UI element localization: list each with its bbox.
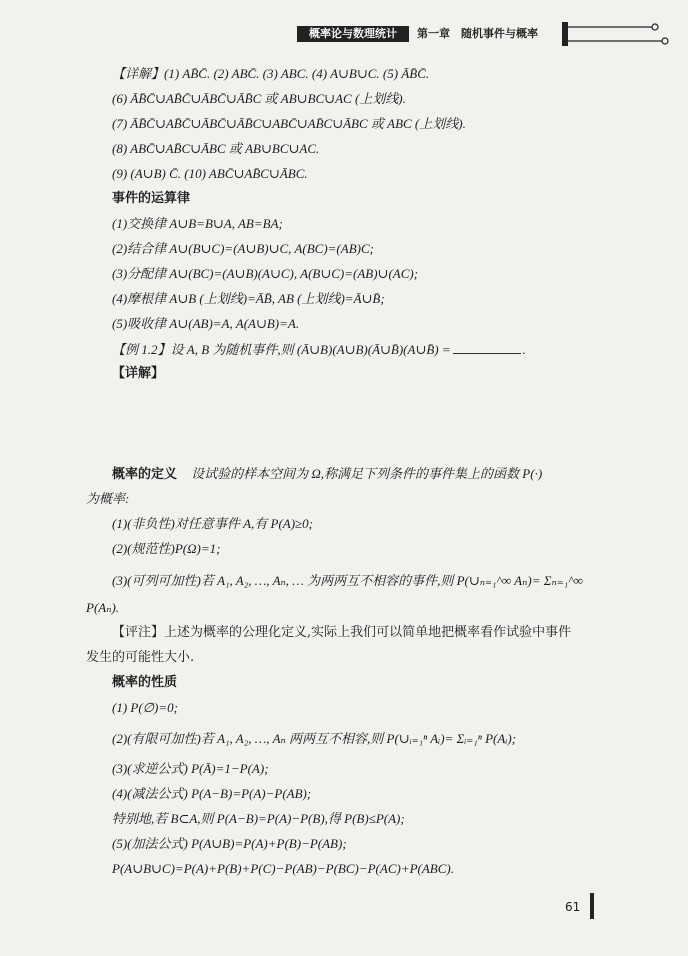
remark-line-1: 【评注】上述为概率的公理化定义,实际上我们可以简单地把概率看作试验中事件 (112, 625, 572, 640)
answer-line-1: 【详解】(1) AB̄C̄. (2) ABC̄. (3) ABC. (4) A∪B∪C. (5) ĀB̄C̄. (112, 66, 430, 81)
rule-de-morgan: (4)摩根律 A∪B (上划线)=ĀB̄, AB (上划线)=Ā∪B̄; (112, 291, 385, 306)
example-explain-label: 【详解】 (112, 366, 165, 381)
property-complement: (3)(求逆公式) P(Ā)=1−P(A); (112, 761, 269, 776)
section-title-rules: 事件的运算律 (112, 191, 191, 206)
definition-line-1 (112, 466, 542, 483)
answer-line-2: (6) ĀB̄C̄∪AB̄C̄∪ĀBC̄∪ĀB̄C 或 AB∪BC∪AC (上划线). (112, 91, 406, 106)
example-1-2 (112, 341, 526, 358)
rule-associative: (2)结合律 A∪(B∪C)=(A∪B)∪C, A(BC)=(AB)C; (112, 241, 374, 256)
book-title-badge: 概率论与数理统计 (297, 26, 409, 42)
header-decoration (560, 18, 670, 48)
page-number-bar (590, 893, 594, 919)
rule-distributive: (3)分配律 A∪(BC)=(A∪B)(A∪C), A(B∪C)=(AB)∪(AC); (112, 266, 419, 281)
answer-blank[interactable] (453, 341, 521, 354)
property-empty-set: (1) P(∅)=0; (112, 700, 178, 715)
property-finite-additivity: (2)(有限可加性)若 A₁, A₂, …, Aₙ 两两互不相容,则 P(∪ᵢ₌₁ⁿ Aᵢ)= Σᵢ₌₁ⁿ P(Aᵢ); (112, 731, 517, 746)
section-title-properties: 概率的性质 (112, 675, 178, 690)
rule-absorption: (5)吸收律 A∪(AB)=A, A(A∪B)=A. (112, 316, 300, 331)
example-suffix: . (522, 342, 526, 357)
answer-line-4: (8) ABC̄∪AB̄C∪ĀBC 或 AB∪BC∪AC. (112, 141, 320, 156)
property-subtraction: (4)(减法公式) P(A−B)=P(A)−P(AB); (112, 786, 312, 801)
chapter-title: 第一章 随机事件与概率 (417, 27, 538, 40)
remark-line-2: 发生的可能性大小. (86, 650, 195, 665)
property-addition-three: P(A∪B∪C)=P(A)+P(B)+P(C)−P(AB)−P(BC)−P(AC)+P(ABC). (112, 861, 454, 876)
definition-tail: P(Aₙ). (86, 600, 120, 615)
definition-line-2: 为概率: (86, 491, 130, 506)
answer-line-3: (7) ĀB̄C̄∪AB̄C̄∪ĀBC̄∪ĀB̄C∪ABC̄∪AB̄C∪ĀBC 或 ABC (上划线). (112, 116, 466, 131)
page-number: 61 (565, 900, 581, 914)
property-addition: (5)(加法公式) P(A∪B)=P(A)+P(B)−P(AB); (112, 836, 347, 851)
answer-line-5: (9) (A∪B) C̄. (10) ABC̄∪AB̄C∪ĀBC. (112, 166, 308, 181)
definition-lead: 概率的定义 (112, 467, 178, 482)
definition-normalization: (2)(规范性)P(Ω)=1; (112, 541, 221, 556)
definition-text-1: 设试验的样本空间为 Ω,称满足下列条件的事件集上的函数 P(·) (191, 466, 543, 481)
definition-countable-additivity: (3)(可列可加性)若 A₁, A₂, …, Aₙ, … 为两两互不相容的事件,则 P(∪ₙ₌₁^∞ Aₙ)= Σₙ₌₁^∞ (112, 573, 583, 588)
definition-nonnegativity: (1)(非负性)对任意事件 A,有 P(A)≥0; (112, 516, 314, 531)
property-subset-note: 特别地,若 B⊂A,则 P(A−B)=P(A)−P(B),得 P(B)≤P(A); (112, 811, 405, 826)
example-prefix: 【例 1.2】设 A, B 为随机事件,则 (Ā∪B)(A∪B)(Ā∪B̄)(A∪B̄) = (112, 342, 451, 357)
rule-commutative: (1)交换律 A∪B=B∪A, AB=BA; (112, 216, 283, 231)
